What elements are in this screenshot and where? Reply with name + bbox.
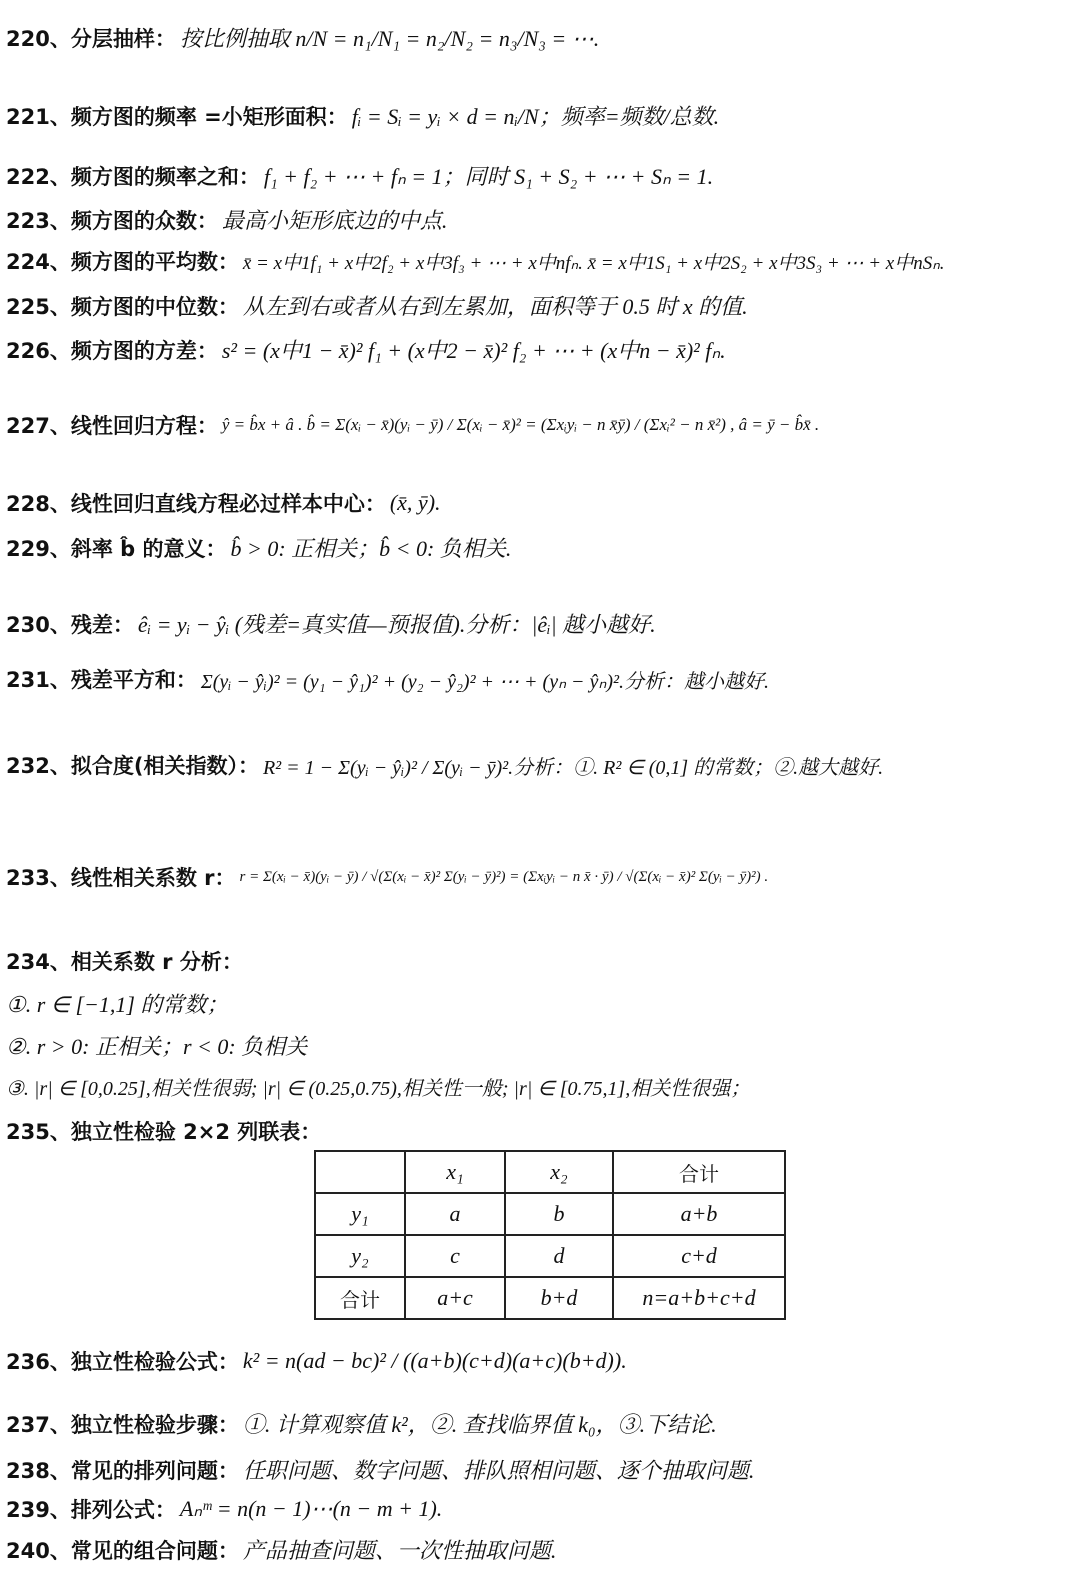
item-225 <box>6 290 1072 321</box>
item-237 <box>6 1408 1072 1439</box>
item-228 <box>6 488 1072 518</box>
item-title: 线性相关系数 r： <box>70 866 236 890</box>
item-236 <box>6 1346 1072 1376</box>
item-222 <box>6 160 1072 191</box>
item-title: 独立性检验公式： <box>70 1350 239 1374</box>
table-cell: n=a+b+c+d <box>613 1277 785 1319</box>
item-number: 228、 <box>6 492 71 516</box>
item-number: 238、 <box>6 1458 71 1483</box>
item-formula: ②. r > 0: 正相关；r < 0: 负相关 <box>6 1034 308 1059</box>
item-title: 分层抽样： <box>70 26 176 51</box>
item-number: 236、 <box>6 1350 71 1374</box>
table-cell: d <box>505 1235 613 1277</box>
table-row <box>315 1235 785 1277</box>
item-238 <box>6 1454 1072 1485</box>
item-number: 239、 <box>6 1498 71 1522</box>
item-title: 频方图的方差： <box>70 338 218 363</box>
contingency-table <box>314 1150 786 1320</box>
table-row <box>315 1277 785 1319</box>
item-231 <box>6 664 1072 694</box>
table-cell: a+c <box>405 1277 505 1319</box>
item-formula: b̂ > 0: 正相关；b̂ < 0: 负相关. <box>230 536 512 561</box>
item-number: 220、 <box>6 26 71 51</box>
item-number: 231、 <box>6 668 71 692</box>
item-224 <box>6 246 1072 276</box>
item-number: 225、 <box>6 294 71 319</box>
item-title: 独立性检验步骤： <box>70 1412 239 1437</box>
item-235 <box>6 1116 1072 1146</box>
item-227 <box>6 410 1072 440</box>
item-number: 237、 <box>6 1412 71 1437</box>
table-cell: c+d <box>613 1235 785 1277</box>
item-226 <box>6 334 1072 365</box>
item-title: 频方图的频率 =小矩形面积： <box>70 104 348 129</box>
item-number: 221、 <box>6 104 71 129</box>
item-239 <box>6 1494 1072 1524</box>
table-cell: 合计 <box>613 1151 785 1193</box>
item-formula: Σ(yᵢ − ŷᵢ)² = (y₁ − ŷ₁)² + (y₂ − ŷ₂)² + ⋯ + (yₙ − ŷₙ)².分析：越小越好. <box>200 670 770 693</box>
item-formula: êᵢ = yᵢ − ŷᵢ (残差=真实值—预报值).分析：|êᵢ| 越小越好. <box>137 612 656 637</box>
table-cell: b+d <box>505 1277 613 1319</box>
table-cell: 合计 <box>315 1277 405 1319</box>
item-title: 残差平方和： <box>70 668 197 692</box>
item-formula: fᵢ = Sᵢ = yᵢ × d = nᵢ/N；频率=频数/总数. <box>351 104 720 129</box>
item-title: 频方图的众数： <box>70 208 218 233</box>
item-formula: r = Σ(xᵢ − x̄)(yᵢ − ȳ) / √(Σ(xᵢ − x̄)² Σ(yᵢ − ȳ)²) = (Σxᵢyᵢ − n x̄ · ȳ) / √(Σ(xᵢ − x̄)² Σ(yᵢ − ȳ)²) . <box>239 868 769 885</box>
item-220 <box>6 22 1072 53</box>
item-formula: 从左到右或者从右到左累加，面积等于 0.5 时 x 的值. <box>242 294 748 319</box>
item-number: 224、 <box>6 250 71 274</box>
item-number: 233、 <box>6 866 71 890</box>
table-cell: c <box>405 1235 505 1277</box>
item-223 <box>6 204 1072 235</box>
item-number: 226、 <box>6 338 71 363</box>
item-title: 斜率 b̂ 的意义： <box>70 536 227 561</box>
item-formula: 按比例抽取 n/N = n₁/N₁ = n₂/N₂ = n₃/N₃ = ⋯. <box>179 26 600 51</box>
item-title: 排列公式： <box>70 1498 176 1522</box>
item-title: 常见的排列问题： <box>70 1458 239 1483</box>
item-number: 240、 <box>6 1538 71 1563</box>
item-title: 常见的组合问题： <box>70 1538 239 1563</box>
item-234-point-3 <box>6 1072 1072 1101</box>
item-title: 线性回归方程： <box>70 414 218 438</box>
item-234-point-2 <box>6 1030 1072 1061</box>
table-cell: a+b <box>613 1193 785 1235</box>
item-formula: x̄ = x中1f₁ + x中2f₂ + x中3f₃ + ⋯ + x中nfₙ. x̄ = x中1S₁ + x中2S₂ + x中3S₃ + ⋯ + x中nSₙ. <box>242 252 945 274</box>
item-number: 232、 <box>6 754 71 778</box>
item-number: 229、 <box>6 536 71 561</box>
item-title: 独立性检验 2×2 列联表： <box>70 1120 322 1144</box>
table-cell: x₂ <box>505 1151 613 1193</box>
item-232 <box>6 750 1072 780</box>
item-221 <box>6 100 1072 131</box>
table-row <box>315 1193 785 1235</box>
item-233 <box>6 862 1072 892</box>
item-formula: s² = (x中1 − x̄)² f₁ + (x中2 − x̄)² f₂ + ⋯ + (x中n − x̄)² fₙ. <box>221 338 726 363</box>
item-formula: Aₙᵐ = n(n − 1)⋯(n − m + 1). <box>179 1496 443 1521</box>
item-title: 拟合度(相关指数）： <box>70 754 259 778</box>
item-number: 227、 <box>6 414 71 438</box>
table-cell: b <box>505 1193 613 1235</box>
item-number: 230、 <box>6 612 71 637</box>
item-formula: ŷ = b̂x + â . b̂ = Σ(xᵢ − x̄)(yᵢ − ȳ) / Σ(xᵢ − x̄)² = (Σxᵢyᵢ − n x̄ȳ) / (Σxᵢ² − n x̄²) , â = ȳ − b̂x̄ . <box>221 415 820 434</box>
item-230 <box>6 608 1072 639</box>
table-cell: a <box>405 1193 505 1235</box>
item-title: 频方图的平均数： <box>70 250 239 274</box>
item-229 <box>6 532 1072 563</box>
item-number: 223、 <box>6 208 71 233</box>
item-formula: (x̄, ȳ). <box>389 490 441 515</box>
item-formula: R² = 1 − Σ(yᵢ − ŷᵢ)² / Σ(yᵢ − ȳ)².分析：①. R² ∈ (0,1] 的常数；②.越大越好. <box>262 756 884 779</box>
item-formula: 最高小矩形底边的中点. <box>221 208 448 233</box>
item-formula: ③. |r| ∈ [0,0.25],相关性很弱; |r| ∈ (0.25,0.75),相关性一般; |r| ∈ [0.75,1],相关性很强； <box>6 1078 751 1100</box>
item-234 <box>6 946 1072 976</box>
item-number: 235、 <box>6 1120 71 1144</box>
item-formula: ①. 计算观察值 k²，②. 查找临界值 k₀，③.下结论. <box>242 1412 717 1437</box>
item-title: 线性回归直线方程必过样本中心： <box>70 492 386 516</box>
contingency-table-wrap <box>314 1150 786 1320</box>
item-240 <box>6 1534 1072 1565</box>
item-formula: 任职问题、数字问题、排队照相问题、逐个抽取问题. <box>242 1458 755 1483</box>
table-cell: y₂ <box>315 1235 405 1277</box>
table-cell: y₁ <box>315 1193 405 1235</box>
item-title: 相关系数 r 分析： <box>70 950 243 974</box>
item-formula: f₁ + f₂ + ⋯ + fₙ = 1；同时 S₁ + S₂ + ⋯ + Sₙ = 1. <box>263 164 714 189</box>
table-cell: x₁ <box>405 1151 505 1193</box>
table-header-row <box>315 1151 785 1193</box>
item-formula: ①. r ∈ [−1,1] 的常数； <box>6 992 229 1017</box>
item-title: 频方图的频率之和： <box>70 164 260 189</box>
item-formula: k² = n(ad − bc)² / ((a+b)(c+d)(a+c)(b+d)). <box>242 1348 627 1373</box>
item-title: 残差： <box>70 612 134 637</box>
item-title: 频方图的中位数： <box>70 294 239 319</box>
item-number: 222、 <box>6 164 71 189</box>
item-number: 234、 <box>6 950 71 974</box>
item-234-point-1 <box>6 988 1072 1019</box>
table-cell <box>315 1151 405 1193</box>
item-formula: 产品抽查问题、一次性抽取问题. <box>242 1538 557 1563</box>
